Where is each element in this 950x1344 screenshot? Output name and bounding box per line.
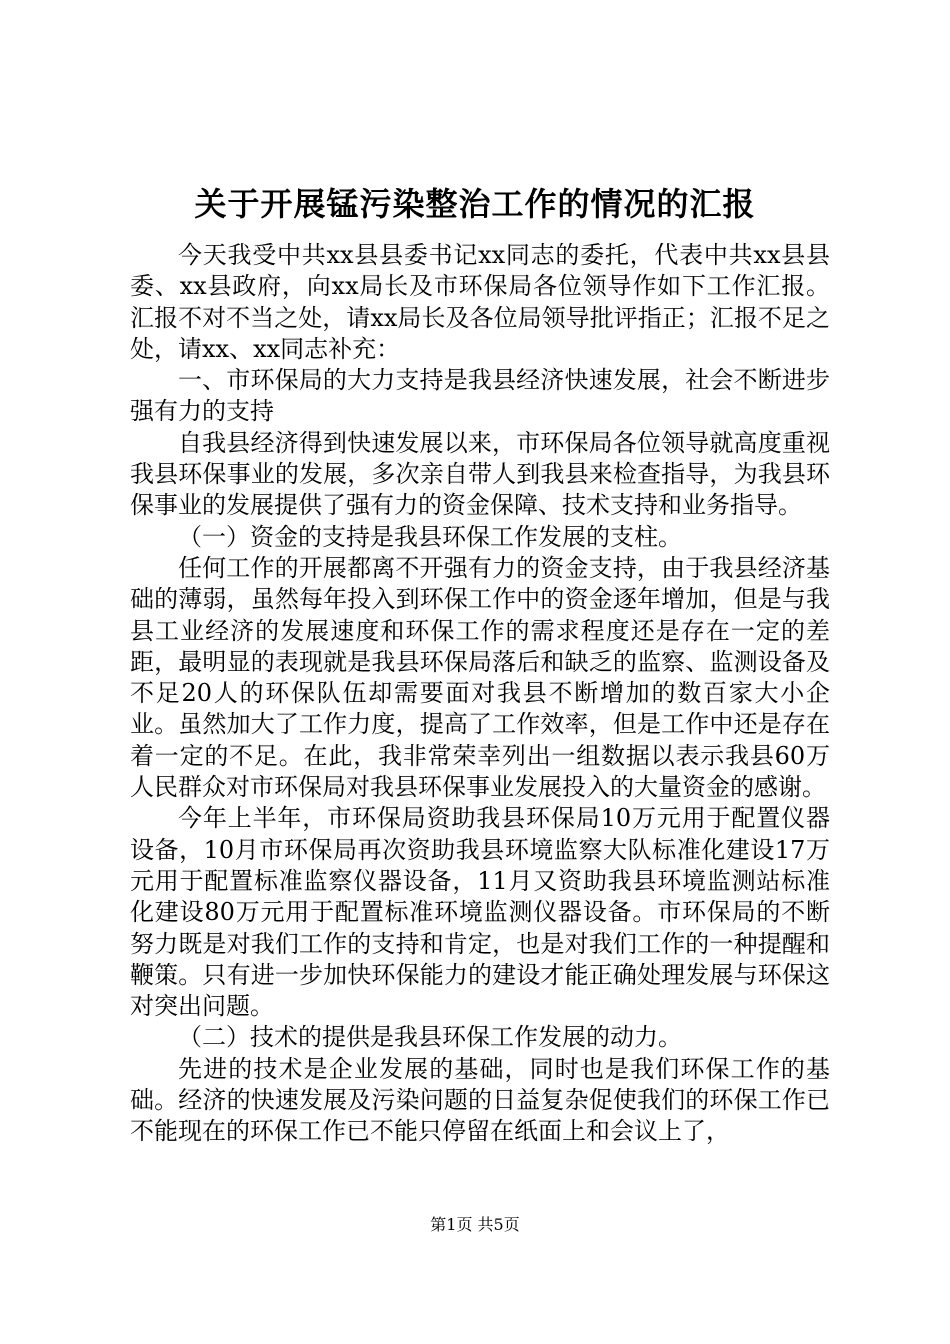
paragraph-subheading-1: （一）资金的支持是我县环保工作发展的支柱。 — [178, 522, 682, 551]
paragraph: 自我县经济得到快速发展以来，市环保局各位领导就高度重视我县环保事业的发展，多次亲自带人到我县来检查指导，为我县环保事业的发展提供了强有力的资金保障、技术支持和业务指导。 — [130, 428, 830, 520]
paragraph: 先进的技术是企业发展的基础，同时也是我们环保工作的基础。经济的快速发展及污染问题的日益复杂促使我们的环保工作已不能现在的环保工作已不能只停留在纸面上和会议上了， — [130, 1054, 830, 1146]
page-footer: 第1页 共5页 — [430, 1215, 520, 1234]
document-title: 关于开展锰污染整治工作的情况的汇报 — [194, 185, 756, 223]
paragraph: 任何工作的开展都离不开强有力的资金支持，由于我县经济基础的薄弱，虽然每年投入到环保工作中的资金逐年增加，但是与我县工业经济的发展速度和环保工作的需求程度还是存在一定的差距，最明显的表现就是我县环保局落后和缺乏的监察、监测设备及不足20人的环保队伍却需要面对我县不断增加的数百家大小企业。虽然加大了工作力度，提高了工作效率，但是工作中还是存在着一定的不足。在此，我非常荣幸列出一组数据以表示我县60万人民群众对市环保局对我县环保事业发展投入的大量资金的感谢。 — [130, 553, 830, 802]
paragraph-heading-1: 一、市环保局的大力支持是我县经济快速发展，社会不断进步强有力的支持 — [130, 366, 830, 426]
paragraph: 今年上半年，市环保局资助我县环保局10万元用于配置仪器设备，10月市环保局再次资助我县环境监察大队标准化建设17万元用于配置标准监察仪器设备，11月又资助我县环境监测站标准化建设80万元用于配置标准环境监测仪器设备。市环保局的不断努力既是对我们工作的支持和肯定，也是对我们工作的一种提醒和鞭策。只有进一步加快环保能力的建设才能正确处理发展与环保这对突出问题。 — [130, 804, 830, 1021]
document-body — [130, 240, 830, 1148]
paragraph-intro: 今天我受中共xx县县委书记xx同志的委托，代表中共xx县县委、xx县政府，向xx局长及市环保局各位领导作如下工作汇报。汇报不对不当之处，请xx局长及各位局领导批评指正；汇报不足之处，请xx、xx同志补充： — [130, 241, 830, 363]
paragraph-subheading-2: （二）技术的提供是我县环保工作发展的动力。 — [178, 1023, 682, 1052]
